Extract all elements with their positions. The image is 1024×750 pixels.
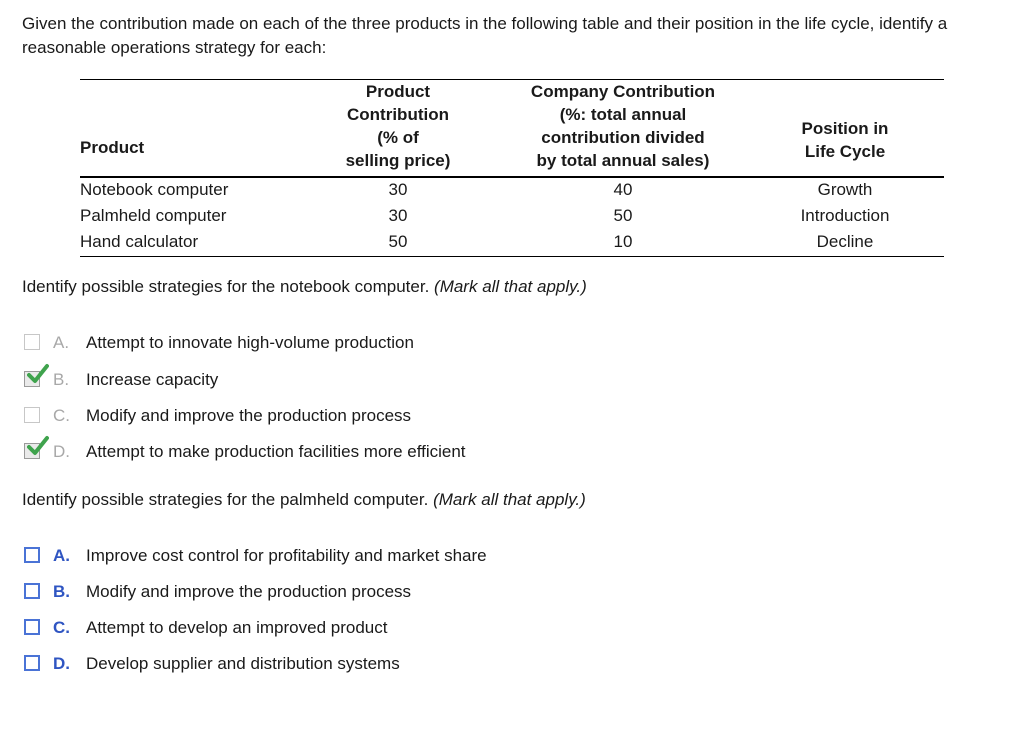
header-line: Life Cycle [804,142,886,161]
cell-product: Palmheld computer [80,206,227,225]
option-letter: A. [53,546,70,565]
header-line: selling price) [345,151,451,170]
option-text: Modify and improve the production process [86,406,412,425]
option-letter: D. [53,654,70,673]
cell-company-contribution: 40 [613,180,633,199]
header-line: Product [365,82,431,101]
option-text: Modify and improve the production process [86,582,412,601]
table-header [80,79,944,176]
question-2-note: (Mark all that apply.) [433,490,586,509]
cell-product-contribution: 30 [388,206,408,225]
checkmark-icon [27,435,49,457]
cell-position: Growth [817,180,873,199]
header-line: Company Contribution [530,82,716,101]
question-1-prompt [22,276,587,298]
checkbox[interactable] [24,583,40,599]
header-line: by total annual sales) [536,151,710,170]
table-bottom-rule [80,256,944,257]
cell-product: Notebook computer [80,180,229,199]
option-text: Attempt to make production facilities more efficient [86,442,466,461]
option-text: Develop supplier and distribution systems [86,654,400,673]
checkbox[interactable] [24,655,40,671]
question-1-note: (Mark all that apply.) [434,277,587,296]
table-row [80,229,944,255]
table-row [80,203,944,229]
checkbox[interactable] [24,547,40,563]
cell-position: Decline [816,232,874,251]
option-letter: A. [53,333,70,352]
checkbox[interactable] [24,619,40,635]
option-letter: C. [53,406,70,425]
cell-product-contribution: 50 [388,232,408,251]
cell-company-contribution: 50 [613,206,633,225]
option-text: Increase capacity [86,370,219,389]
header-product: Product [80,138,145,157]
question-2-text: Identify possible strategies for the palmheld computer. [22,490,429,509]
checkbox[interactable] [24,334,40,350]
header-position [780,117,910,163]
option-letter: C. [53,618,70,637]
question-2-prompt [22,489,586,511]
checkbox[interactable] [24,407,40,423]
table-row [80,177,944,203]
header-line: contribution divided [541,128,705,147]
header-line: (%: total annual [559,105,687,124]
cell-position: Introduction [800,206,890,225]
header-company-contribution [510,80,736,172]
option-letter: B. [53,582,70,601]
cell-product: Hand calculator [80,232,199,251]
cell-company-contribution: 10 [613,232,633,251]
question-1-text: Identify possible strategies for the notebook computer. [22,277,430,296]
header-line: Contribution [347,105,449,124]
option-letter: D. [53,442,70,461]
header-line: (% of [377,128,419,147]
option-text: Improve cost control for profitability and market share [86,546,487,565]
question-intro: Given the contribution made on each of the three products in the following table and their position in the life cycle, identify a reasonable operations strategy for each: [22,14,948,57]
header-line: Position in [801,119,889,138]
option-text: Attempt to develop an improved product [86,618,388,637]
cell-product-contribution: 30 [388,180,408,199]
option-text: Attempt to innovate high-volume production [86,333,414,352]
header-product-contribution [320,80,476,172]
option-letter: B. [53,370,70,389]
checkmark-icon [27,363,49,385]
